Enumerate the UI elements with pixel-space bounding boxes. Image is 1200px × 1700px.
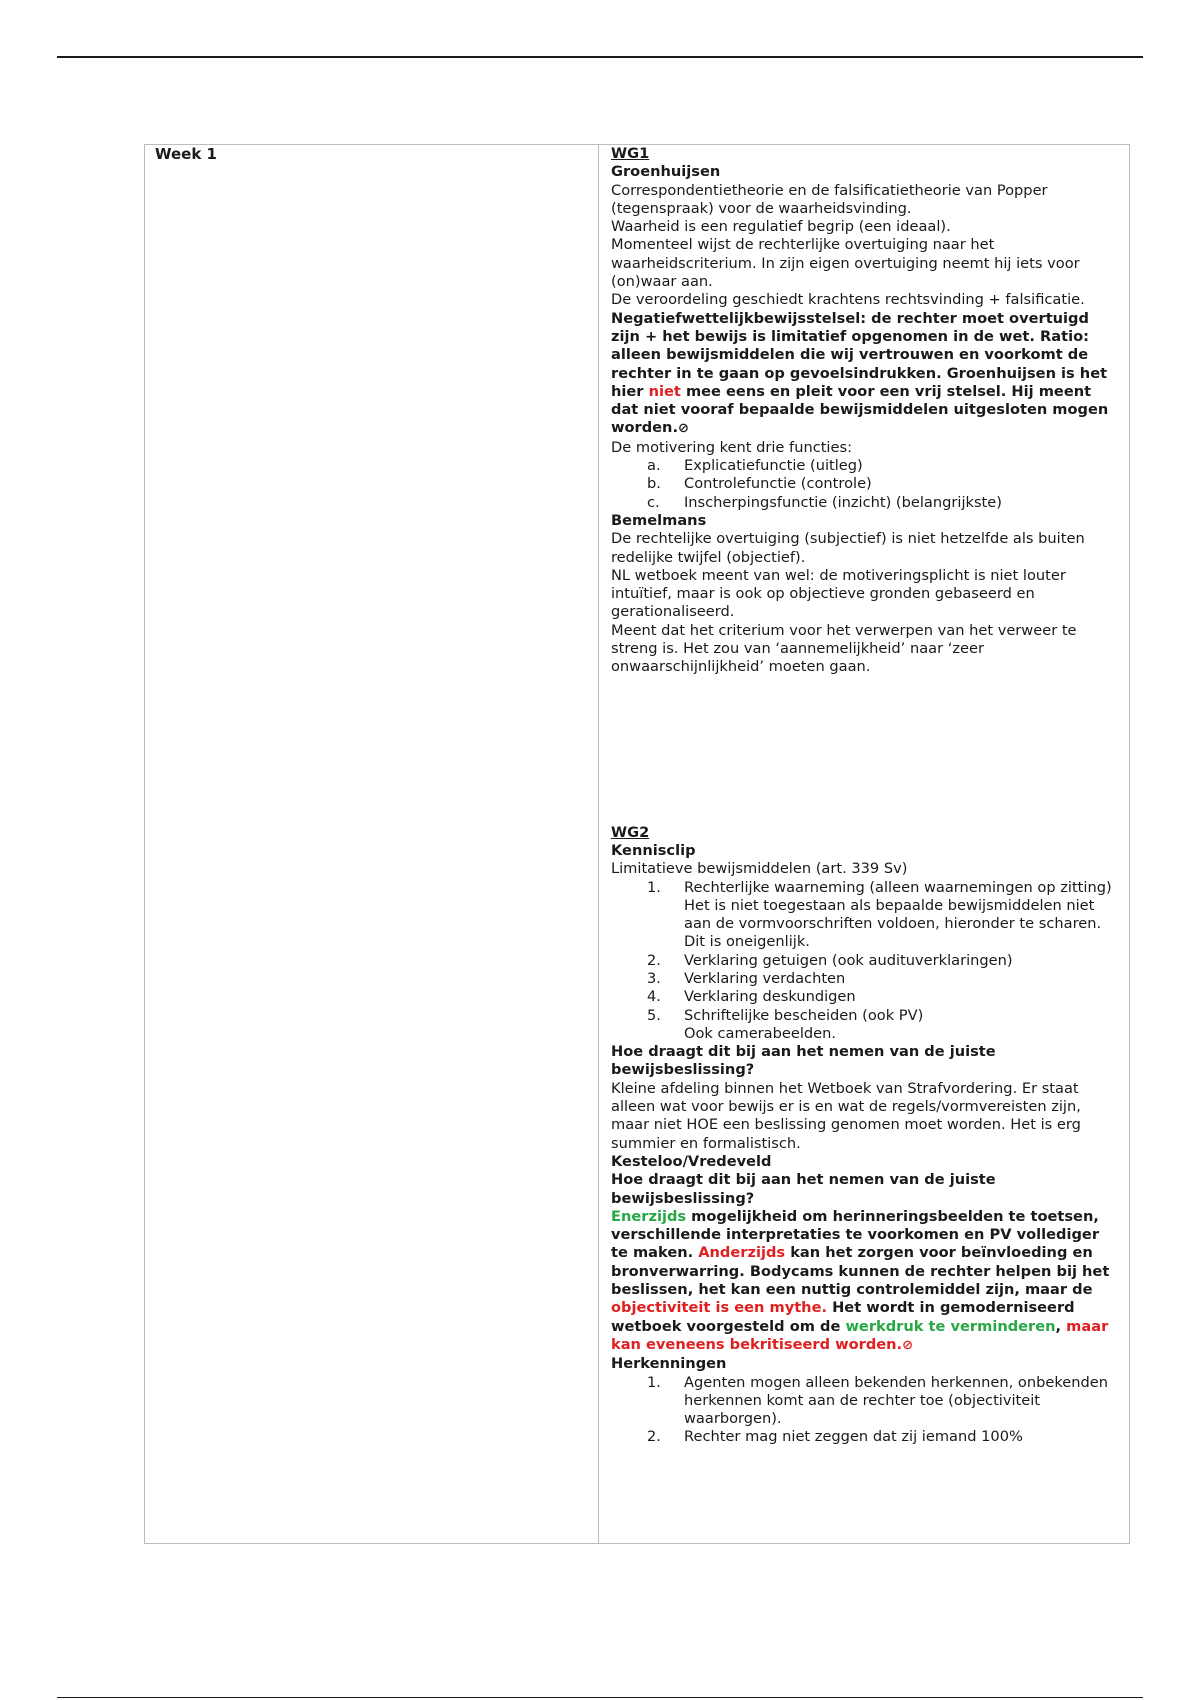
list-text: Verklaring getuigen (ook audituverklaringen) [684, 951, 1013, 969]
list-text: Verklaring deskundigen [684, 988, 856, 1006]
list-marker: 2. [647, 1428, 661, 1446]
question-heading: Hoe draagt dit bij aan het nemen van de juiste bewijsbeslissing? [611, 1171, 996, 1207]
list-marker: 1. [647, 878, 661, 896]
week-label: Week 1 [155, 145, 217, 163]
list-marker: 5. [647, 1006, 661, 1024]
wg1-heading: WG1 [611, 145, 650, 162]
footer-rule [57, 1697, 1143, 1698]
highlight-red: Anderzijds [698, 1244, 786, 1262]
checkmark-icon: ⊘ [677, 421, 689, 437]
list-item [611, 494, 1119, 512]
list-item [611, 988, 1119, 1006]
herkenningen-list [611, 1374, 1119, 1447]
text-run: kan het zorgen voor beïnvloeding en bronverwarring. Bodycams kunnen de rechter helpen bij het beslissen, het kan een nuttig controlemiddel zijn, maar de [611, 1244, 1110, 1299]
paragraph: Limitatieve bewijsmiddelen (art. 339 Sv) [611, 860, 908, 878]
highlight-green: werkdruk te verminderen [845, 1317, 1056, 1335]
herkenningen-title: Herkenningen [611, 1355, 727, 1373]
text-run: Het wordt in gemoderniseerd wetboek voorgesteld om de [611, 1299, 1075, 1335]
paragraph: Kleine afdeling binnen het Wetboek van Strafvordering. Er staat alleen wat voor bewijs er is en wat de regels/vormvereisten zijn, maar niet HOE een beslissing genomen moet worden. Het is erg summier en formalistisch. [611, 1079, 1081, 1152]
list-item [611, 1007, 1119, 1044]
header-rule [57, 56, 1143, 58]
list-marker: 1. [647, 1373, 661, 1391]
groenhuijsen-title: Groenhuijsen [611, 163, 721, 181]
paragraph: Correspondentietheorie en de falsificatietheorie van Popper (tegenspraak) voor de waarheidsvinding. [611, 181, 1048, 217]
list-subtext: Het is niet toegestaan als bepaalde bewijsmiddelen niet aan de vormvoorschriften voldoen, hieronder te scharen. Dit is oneigenlijk. [684, 896, 1102, 951]
list-text: Rechter mag niet zeggen dat zij iemand 100% [684, 1428, 1023, 1446]
list-marker: c. [647, 493, 660, 511]
bewijsstelsel-paragraph [611, 310, 1119, 439]
right-column [600, 145, 1129, 1543]
spacer [611, 677, 1119, 824]
list-item [611, 1428, 1119, 1446]
bodycam-paragraph [611, 1208, 1119, 1355]
bemelmans-title: Bemelmans [611, 511, 707, 529]
list-marker: 4. [647, 988, 661, 1006]
list-item [611, 879, 1119, 952]
list-subtext: Ook camerabeelden. [684, 1024, 837, 1042]
text-run: Negatiefwettelijkbewijsstelsel: de rechter moet overtuigd zijn + het bewijs is limitatief opgenomen in de wet. Ratio: alleen bewijsmiddelen die wij vertrouwen en voorkomt de rechter in te gaan op gevoelsindrukken. Groenhuijsen is het hier [611, 309, 1108, 400]
list-item [611, 475, 1119, 493]
highlight-green: Enerzijds [611, 1207, 687, 1225]
wg2-heading: WG2 [611, 823, 650, 841]
list-item [611, 952, 1119, 970]
text-run: mogelijkheid om herinneringsbeelden te toetsen, verschillende interpretaties te voorkomen en PV vollediger te maken. [611, 1207, 1100, 1262]
list-text: Agenten mogen alleen bekenden herkennen, onbekenden herkennen komt aan de rechter toe (objectiviteit waarborgen). [684, 1373, 1108, 1428]
left-column [145, 145, 599, 1543]
paragraph: De rechtelijke overtuiging (subjectief) is niet hetzelfde als buiten redelijke twijfel (objectief). [611, 530, 1085, 566]
list-item [611, 970, 1119, 988]
paragraph: Waarheid is een regulatief begrip (een ideaal). [611, 218, 951, 236]
highlight-red: maar kan eveneens bekritiseerd worden. [611, 1317, 1109, 1353]
paragraph: De veroordeling geschiedt krachtens rechtsvinding + falsificatie. [611, 291, 1085, 309]
list-text: Schriftelijke bescheiden (ook PV) [684, 1006, 924, 1024]
highlight-red: niet [648, 382, 681, 400]
text-run: , [1055, 1317, 1067, 1335]
paragraph: Momenteel wijst de rechterlijke overtuiging naar het waarheidscriterium. In zijn eigen overtuiging neemt hij iets voor (on)waar aan. [611, 236, 1080, 291]
functies-list [611, 457, 1119, 512]
paragraph: De motivering kent drie functies: [611, 438, 852, 456]
paragraph: Meent dat het criterium voor het verwerpen van het verweer te streng is. Het zou van ‘aannemelijkheid’ naar ‘zeer onwaarschijnlijkheid’ moeten gaan. [611, 621, 1077, 676]
list-marker: 2. [647, 951, 661, 969]
kesteloo-title: Kesteloo/Vredeveld [611, 1152, 772, 1170]
list-marker: b. [647, 475, 661, 493]
list-item [611, 1374, 1119, 1429]
question-heading: Hoe draagt dit bij aan het nemen van de juiste bewijsbeslissing? [611, 1043, 996, 1079]
list-text: Controlefunctie (controle) [684, 475, 872, 493]
bewijsmiddelen-list [611, 879, 1119, 1044]
highlight-red: objectiviteit is een mythe. [611, 1299, 828, 1317]
list-text: Rechterlijke waarneming (alleen waarnemingen op zitting) [684, 878, 1112, 896]
list-marker: 3. [647, 969, 661, 987]
list-text: Inscherpingsfunctie (inzicht) (belangrijkste) [684, 493, 1002, 511]
list-item [611, 457, 1119, 475]
notes-table [144, 144, 1130, 1544]
list-text: Explicatiefunctie (uitleg) [684, 457, 863, 475]
list-marker: a. [647, 457, 661, 475]
paragraph: NL wetboek meent van wel: de motiveringsplicht is niet louter intuïtief, maar is ook op objectieve gronden gebaseerd en gerationaliseerd. [611, 566, 1066, 621]
text-run: mee eens en pleit voor een vrij stelsel. Hij meent dat niet vooraf bepaalde bewijsmiddelen uitgesloten mogen worden. [611, 382, 1109, 437]
checkmark-icon: ⊘ [902, 1337, 913, 1353]
kennisclip-title: Kennisclip [611, 841, 696, 859]
list-text: Verklaring verdachten [684, 969, 846, 987]
